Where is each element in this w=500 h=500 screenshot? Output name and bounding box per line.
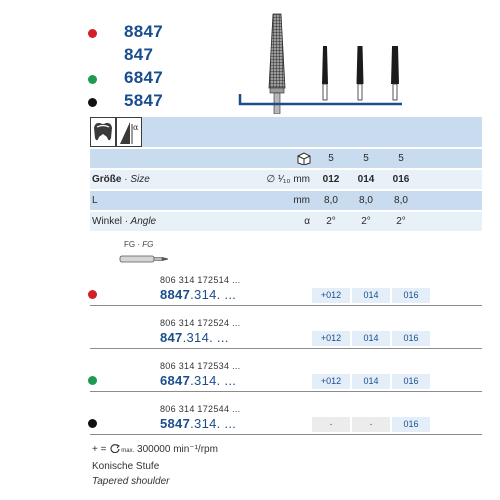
article-3-cell-012[interactable]: +012 (312, 374, 350, 389)
separator (90, 434, 482, 435)
angle-value-2: 2° (361, 216, 371, 227)
alpha-symbol: α (133, 123, 139, 132)
article-4-cell-014: - (352, 417, 390, 432)
green-dot-article-3 (88, 376, 97, 385)
speed-note: + = max. 300000 min⁻¹/rpm (92, 444, 218, 455)
black-dot-article-4 (88, 419, 97, 428)
code-847: 847 (124, 45, 154, 64)
indication-band (90, 117, 482, 147)
article-ref-2: 806 314 172524 ... (160, 318, 241, 328)
article-number-2: 847.314. ... (160, 330, 229, 345)
article-3-cell-014[interactable]: 014 (352, 374, 390, 389)
article-1-cell-012[interactable]: +012 (312, 288, 350, 303)
size-unit: ∅ ¹⁄₁₀ mm (266, 174, 310, 185)
article-4-cell-016[interactable]: 016 (392, 417, 430, 432)
article-number-1: 8847.314. ... (160, 287, 237, 302)
separator (90, 305, 482, 306)
black-dot-5847 (88, 98, 97, 107)
article-4-cell-012: - (312, 417, 350, 432)
length-value-2: 8,0 (359, 195, 373, 206)
angle-row (90, 212, 482, 231)
angle-label: Winkel · Angle (92, 216, 157, 227)
rotation-icon (109, 443, 121, 453)
pack-value-2: 5 (363, 153, 369, 164)
code-6847: 6847 (124, 68, 164, 87)
angle-value-3: 2° (396, 216, 406, 227)
length-row (90, 191, 482, 210)
article-2-cell-016[interactable]: 016 (392, 331, 430, 346)
angle-value-1: 2° (326, 216, 336, 227)
description-en: Tapered shoulder (92, 476, 170, 487)
speed-max-label: max. (121, 448, 135, 454)
length-value-3: 8,0 (394, 195, 408, 206)
size-label: Größe · Size (92, 174, 150, 185)
red-dot-article-1 (88, 290, 97, 299)
bur-size-014-icon (353, 44, 367, 104)
article-1-cell-014[interactable]: 014 (352, 288, 390, 303)
article-1-cell-016[interactable]: 016 (392, 288, 430, 303)
article-ref-4: 806 314 172544 ... (160, 404, 241, 414)
fg-shank-icon (118, 253, 170, 265)
bur-size-016-icon (388, 44, 402, 104)
speed-value: 300000 min⁻¹/rpm (137, 444, 218, 455)
separator (90, 348, 482, 349)
green-dot-6847 (88, 75, 97, 84)
molar-crown-icon (90, 117, 116, 147)
shank-type-label: FG · FG (124, 240, 154, 249)
code-8847: 8847 (124, 22, 164, 41)
pack-row (90, 149, 482, 168)
separator (90, 391, 482, 392)
size-value-2: 014 (357, 174, 375, 185)
length-value-1: 8,0 (324, 195, 338, 206)
size-value-3: 016 (392, 174, 410, 185)
length-label: L (92, 195, 98, 206)
angle-unit: α (304, 216, 310, 227)
pack-value-1: 5 (328, 153, 334, 164)
package-icon (296, 151, 312, 165)
pack-value-3: 5 (398, 153, 404, 164)
article-2-cell-014[interactable]: 014 (352, 331, 390, 346)
bur-size-012-icon (318, 44, 332, 104)
article-number-4: 5847.314. ... (160, 416, 237, 431)
description-de: Konische Stufe (92, 461, 160, 472)
code-5847: 5847 (124, 91, 164, 110)
article-3-cell-016[interactable]: 016 (392, 374, 430, 389)
size-row (90, 170, 482, 189)
angle-alpha-icon (116, 117, 142, 147)
length-unit: mm (293, 195, 310, 206)
article-2-cell-012[interactable]: +012 (312, 331, 350, 346)
article-number-3: 6847.314. ... (160, 373, 237, 388)
article-ref-1: 806 314 172514 ... (160, 275, 241, 285)
red-dot-8847 (88, 29, 97, 38)
size-value-1: 012 (322, 174, 340, 185)
article-ref-3: 806 314 172534 ... (160, 361, 241, 371)
